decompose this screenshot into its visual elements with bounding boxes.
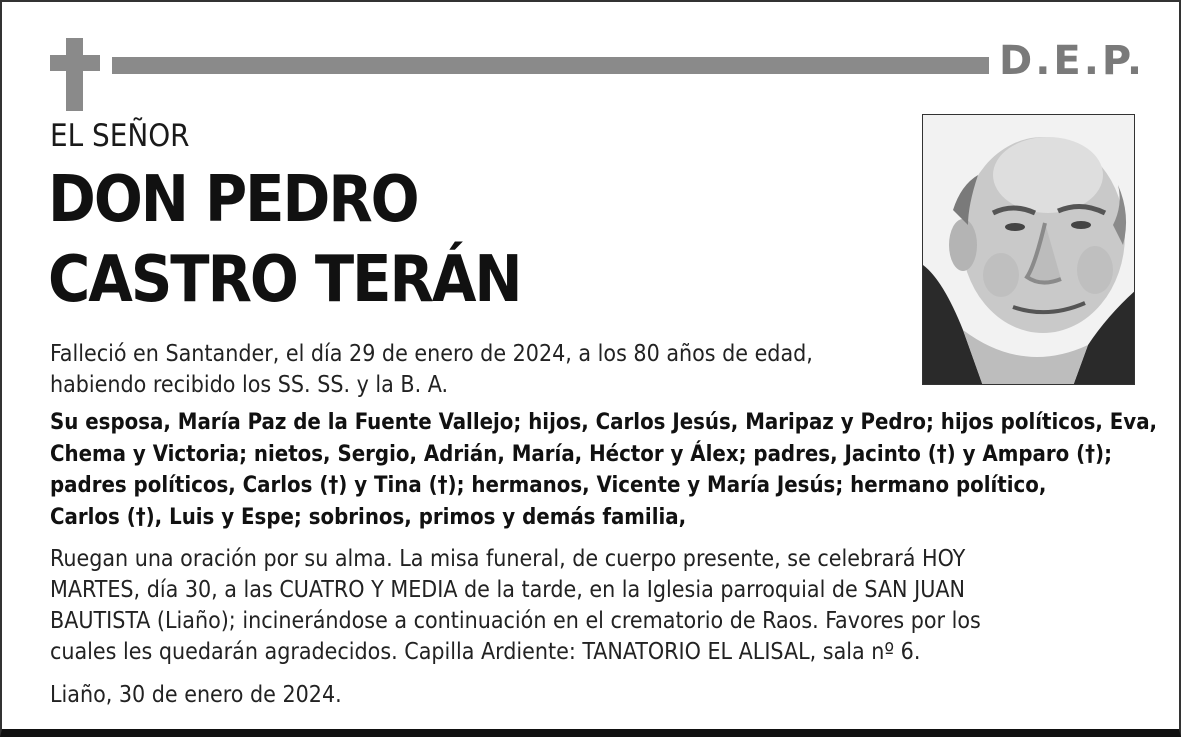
family-line: Carlos (†), Luis y Espe; sobrinos, primos y demás familia, — [50, 504, 687, 530]
place-date: Liaño, 30 de enero de 2024. — [50, 682, 342, 708]
family-line: padres políticos, Carlos (†) y Tina (†); hermanos, Vicente y María Jesús; hermano político, — [50, 473, 1047, 498]
announcement-line: Falleció en Santander, el día 29 de enero de 2024, a los 80 años de edad, — [50, 341, 813, 367]
family-list — [50, 407, 1158, 533]
header-rule — [112, 57, 989, 74]
family-line: Chema y Victoria; nietos, Sergio, Adrián, María, Héctor y Álex; padres, Jacinto (†) y Amparo (†); — [50, 441, 1113, 467]
death-announcement — [50, 339, 910, 401]
service-line: MARTES, día 30, a las CUATRO Y MEDIA de la tarde, en la Iglesia parroquial de SAN JUAN — [50, 577, 965, 603]
service-line: BAUTISTA (Liaño); incinerándose a continuación en el crematorio de Raos. Favores por los — [50, 608, 981, 634]
service-details — [50, 544, 1150, 668]
deceased-name — [48, 160, 521, 320]
name-line-2: CASTRO TERÁN — [48, 243, 521, 317]
dep-label: D.E.P. — [999, 38, 1146, 84]
announcement-line: habiendo recibido los SS. SS. y la B. A. — [50, 372, 449, 398]
family-line: Su esposa, María Paz de la Fuente Vallejo; hijos, Carlos Jesús, Maripaz y Pedro; hijos políticos, Eva, — [50, 410, 1158, 435]
honorific-title: EL SEÑOR — [50, 118, 190, 154]
name-line-1: DON PEDRO — [48, 163, 418, 237]
cross-icon — [50, 38, 100, 111]
service-line: cuales les quedarán agradecidos. Capilla Ardiente: TANATORIO EL ALISAL, sala nº 6. — [50, 639, 921, 665]
portrait-image — [923, 115, 1135, 385]
portrait-photo — [922, 114, 1135, 385]
service-line: Ruegan una oración por su alma. La misa funeral, de cuerpo presente, se celebrará HOY — [50, 546, 966, 572]
